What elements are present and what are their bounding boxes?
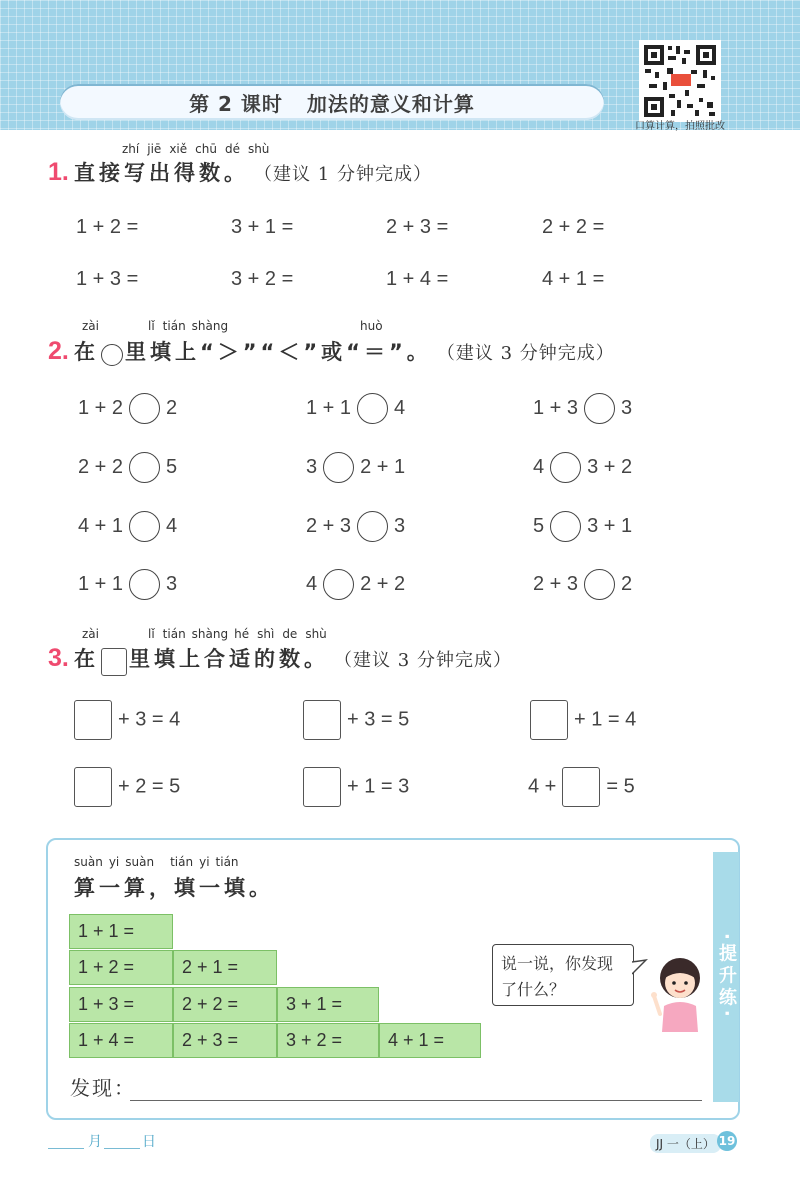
month-label: 月: [88, 1134, 102, 1150]
fill-item: + 2 = 5: [74, 767, 180, 807]
circle-icon: [101, 344, 123, 366]
answer-box[interactable]: [303, 700, 341, 740]
compare-item: 4 3 + 2: [533, 452, 632, 483]
compare-item: 1 + 2 2: [78, 393, 177, 424]
extension-pinyin: suàn yi suàn tián yi tián: [74, 855, 239, 869]
answer-circle[interactable]: [323, 452, 354, 483]
list-item: 2 + 3 =: [386, 216, 449, 238]
compare-item: 2 + 2 5: [78, 452, 177, 483]
grid-cell: 3 + 2 =: [277, 1023, 379, 1058]
compare-item: 4 + 1 4: [78, 511, 177, 542]
speech-bubble: 说一说，你发现了什么？: [492, 944, 634, 1006]
grid-cell: 1 + 1 =: [69, 914, 173, 949]
compare-item: 1 + 1 3: [78, 569, 177, 600]
list-item: 3 + 2 =: [231, 268, 294, 290]
section1-heading: 1. 直接写出得数。 （建议 1 分钟完成）: [48, 158, 432, 186]
answer-circle[interactable]: [550, 452, 581, 483]
section2-pinyin-3: huò: [360, 319, 383, 333]
grid-cell: 1 + 3 =: [69, 987, 173, 1022]
compare-item: 1 + 3 3: [533, 393, 632, 424]
answer-box[interactable]: [530, 700, 568, 740]
fill-item: + 1 = 3: [303, 767, 409, 807]
day-label: 日: [142, 1134, 156, 1150]
answer-circle[interactable]: [129, 393, 160, 424]
section2-pinyin-2: lǐ tián shàng: [148, 319, 229, 333]
list-item: 1 + 4 =: [386, 268, 449, 290]
extension-title: 算一算，填一填。: [74, 876, 274, 900]
qr-code-icon[interactable]: [639, 40, 721, 122]
side-tab: ·提升练·: [713, 852, 739, 1102]
compare-item: 3 2 + 1: [306, 452, 405, 483]
compare-item: 1 + 1 4: [306, 393, 405, 424]
compare-item: 2 + 3 3: [306, 511, 405, 542]
answer-circle[interactable]: [550, 511, 581, 542]
list-item: 1 + 3 =: [76, 268, 139, 290]
finding-answer-line[interactable]: [130, 1100, 702, 1101]
grid-cell: 3 + 1 =: [277, 987, 379, 1022]
lesson-title: 加法的意义和计算: [306, 91, 475, 116]
grid-cell: 2 + 2 =: [173, 987, 277, 1022]
answer-circle[interactable]: [357, 511, 388, 542]
answer-box[interactable]: [74, 700, 112, 740]
answer-circle[interactable]: [323, 569, 354, 600]
answer-circle[interactable]: [584, 569, 615, 600]
compare-item: 2 + 3 2: [533, 569, 632, 600]
fill-item: 4 + = 5: [528, 767, 635, 807]
edition-tag: JJ 一（上）: [650, 1134, 721, 1153]
list-item: 2 + 2 =: [542, 216, 605, 238]
grid-cell: 2 + 1 =: [173, 950, 277, 985]
section2-heading: 2. 在 里填上“＞”“＜”或“＝”。 （建议 3 分钟完成）: [48, 337, 615, 365]
section1-pinyin: zhí jiē xiě chū dé shù: [122, 142, 270, 156]
finding-label: 发现：: [70, 1076, 136, 1100]
fill-item: + 3 = 4: [74, 700, 180, 740]
day-blank[interactable]: [104, 1148, 140, 1149]
section2-pinyin-1: zài: [82, 319, 99, 333]
bubble-tail-icon: [632, 958, 648, 978]
section3-heading: 3. 在 里填上合适的数。 （建议 3 分钟完成）: [48, 643, 512, 676]
grid-cell: 2 + 3 =: [173, 1023, 277, 1058]
grid-cell: 4 + 1 =: [379, 1023, 481, 1058]
answer-box[interactable]: [562, 767, 600, 807]
month-blank[interactable]: [48, 1148, 84, 1149]
answer-box[interactable]: [74, 767, 112, 807]
fill-item: + 3 = 5: [303, 700, 409, 740]
section3-pinyin-2: lǐ tián shàng hé shì de shù: [148, 627, 327, 641]
box-icon: [101, 648, 127, 676]
compare-item: 5 3 + 1: [533, 511, 632, 542]
answer-circle[interactable]: [357, 393, 388, 424]
list-item: 4 + 1 =: [542, 268, 605, 290]
girl-avatar-icon: [648, 956, 708, 1032]
list-item: 3 + 1 =: [231, 216, 294, 238]
answer-circle[interactable]: [584, 393, 615, 424]
qr-caption: 口算计算，拍照批改: [635, 121, 725, 132]
page-title: [60, 84, 604, 120]
list-item: 1 + 2 =: [76, 216, 139, 238]
answer-box[interactable]: [303, 767, 341, 807]
compare-item: 4 2 + 2: [306, 569, 405, 600]
lesson-label: 第 2 课时: [189, 91, 283, 116]
answer-circle[interactable]: [129, 511, 160, 542]
section3-pinyin-1: zài: [82, 627, 99, 641]
page-number: 19: [717, 1131, 737, 1151]
answer-circle[interactable]: [129, 569, 160, 600]
fill-item: + 1 = 4: [530, 700, 636, 740]
grid-cell: 1 + 2 =: [69, 950, 173, 985]
grid-cell: 1 + 4 =: [69, 1023, 173, 1058]
answer-circle[interactable]: [129, 452, 160, 483]
